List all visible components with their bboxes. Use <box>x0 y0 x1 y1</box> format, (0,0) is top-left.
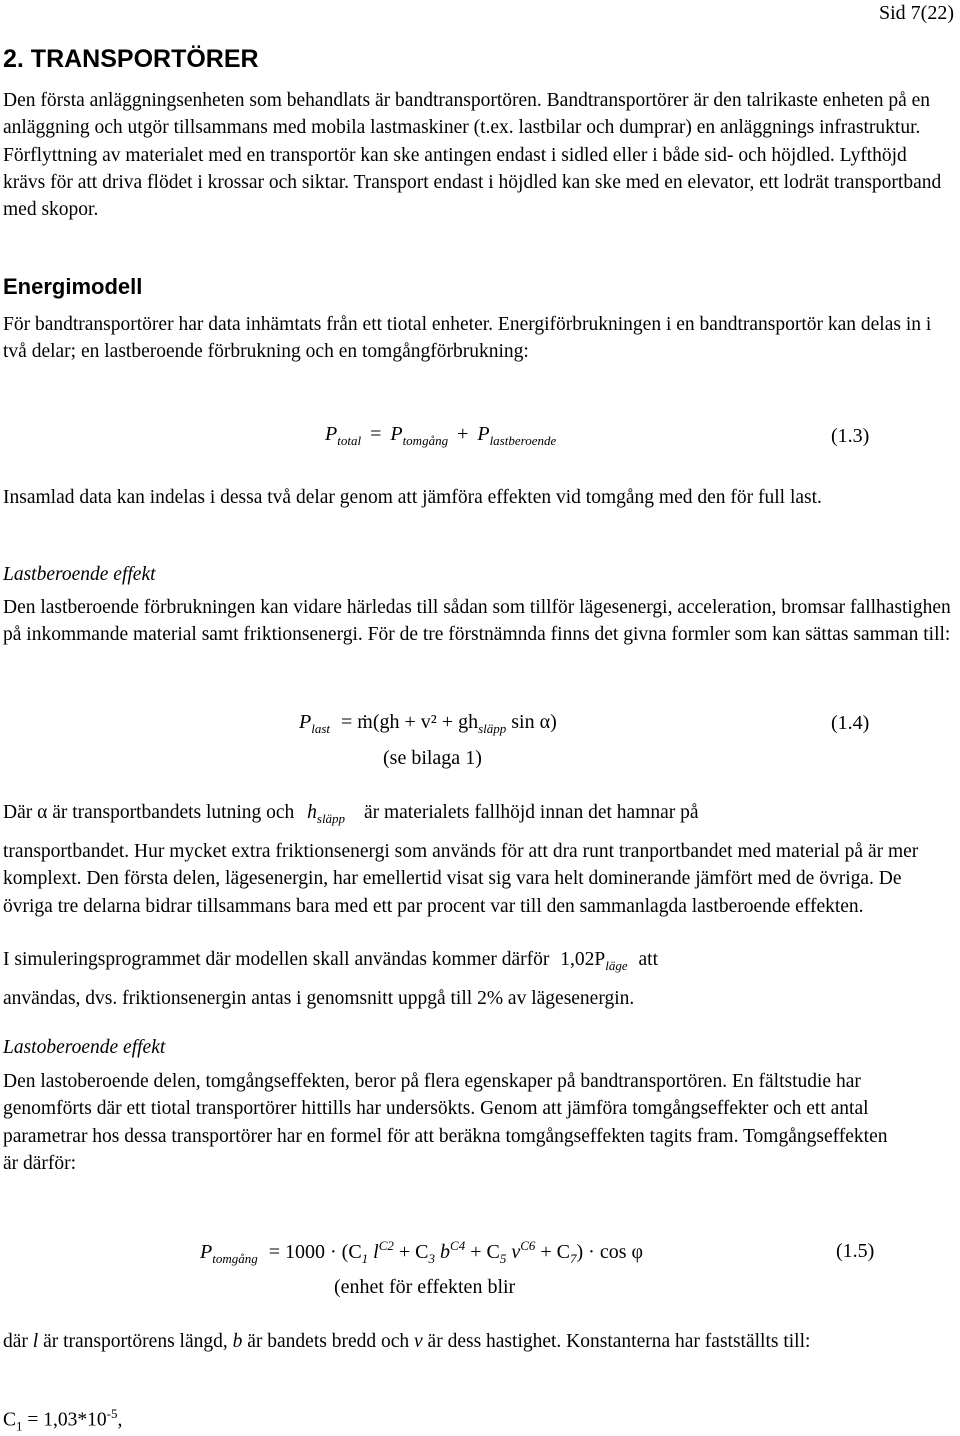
equation-1-5: $P_{tomgång} = 1000 \cdot (C_1$ $l^{C2} + C_3$ $b^{C4} + C_5$ $v^{C6} + C_7) \cdot \cos \varphi$ <box>200 1238 644 1266</box>
constant-c1: $C_1 = 1,03*10^{-5}$, <box>3 1406 123 1434</box>
heading-lastberoende: Lastberoende effekt <box>3 564 156 585</box>
equation-number-1-5: (1.5) <box>836 1240 875 1262</box>
friction-paragraph: transportbandet. Hur mycket extra friktionsenergi som används för att dra runt tranportbandet med material på är mer komplext. Den första delen, lägesenergin, har emellertid visat sig vara helt dominerande jämfört med de övriga. De övriga tre delarna bidrar tillsammans bara med ett par procent var till den sammanlagda lastberoende effekten. <box>3 841 919 917</box>
variables-paragraph: där l är transportörens längd, b är bandets bredd och v är dess hastighet. Konstanterna har fastställts till: <box>3 1331 811 1352</box>
simulation-line-continued: användas, dvs. friktionsenergin antas i genomsnitt uppgå till 2% av lägesenergin. <box>3 988 635 1009</box>
lastberoende-paragraph: Den lastberoende förbrukningen kan vidare härledas till sådan som tillför lägesenergi, acceleration, bromsar fallhastighen på inkommande material samt friktionsenergi. För de tre förstnämnda finns det givna formler som kan sättas samman till: <box>3 597 951 646</box>
split-paragraph: Insamlad data kan indelas i dessa två delar genom att jämföra effekten vid tomgång med den för full last. <box>3 487 822 508</box>
equation-1-5-note: (enhet för effekten blir <box>334 1276 516 1298</box>
equation-number-1-4: (1.4) <box>831 712 870 734</box>
equation-1-4: $P_{last}$ = ṁ(gh + $v^2 + gh_{släpp}$ sin α) <box>299 711 557 736</box>
heading-lastoberoende: Lastoberoende effekt <box>3 1037 166 1058</box>
page-number: Sid 7(22) <box>879 2 954 24</box>
equation-1-4-note: (se bilaga 1) <box>383 747 482 769</box>
simulation-line: I simuleringsprogrammet där modellen skall användas kommer därför $1,02P_{läge}$ att <box>3 949 659 973</box>
section-title: 2. TRANSPORTÖRER <box>3 45 259 73</box>
equation-number-1-3: (1.3) <box>831 425 870 447</box>
energy-paragraph: För bandtransportörer har data inhämtats från ett tiotal enheter. Energiförbrukningen i en bandtransportör kan delas in i två delar; en lastberoende förbrukning och en tomgångförbrukning: <box>3 314 932 363</box>
lastoberoende-paragraph: Den lastoberoende delen, tomgångseffekten, beror på flera egenskaper på bandtransportören. En fältstudie har genomförts där ett tiotal transportörer hittills har undersökts. Genom att jämföra tomgångseffekter och ett antal parametrar hos dessa transportörer har en formel för att beräkna tomgångseffekten tagits fram. Tomgångseffekten är därför: <box>3 1071 888 1174</box>
alpha-line: Där α är transportbandets lutning och $h_{släpp}$ är materialets fallhöjd innan det hamnar på <box>3 802 699 826</box>
subsection-title: Energimodell <box>3 274 143 299</box>
intro-paragraph: Den första anläggningsenheten som behandlats är bandtransportören. Bandtransportörer är den talrikaste enheten på en anläggning och utgör tillsammans med mobila lastmaskiner (t.ex. lastbilar och dumprar) en anläggnings infrastruktur. Förflyttning av materialet med en transportör kan ske antingen endast i sidled eller i både sid- och höjdled. Lyfthöjd krävs för att driva flödet i krossar och siktar. Transport endast i höjdled kan ske med en elevator, ett lodrät transportband med skopor. <box>3 90 942 221</box>
equation-1-3: $P_{total} = P_{tomgång} + P_{lastberoende}$ <box>325 423 557 448</box>
